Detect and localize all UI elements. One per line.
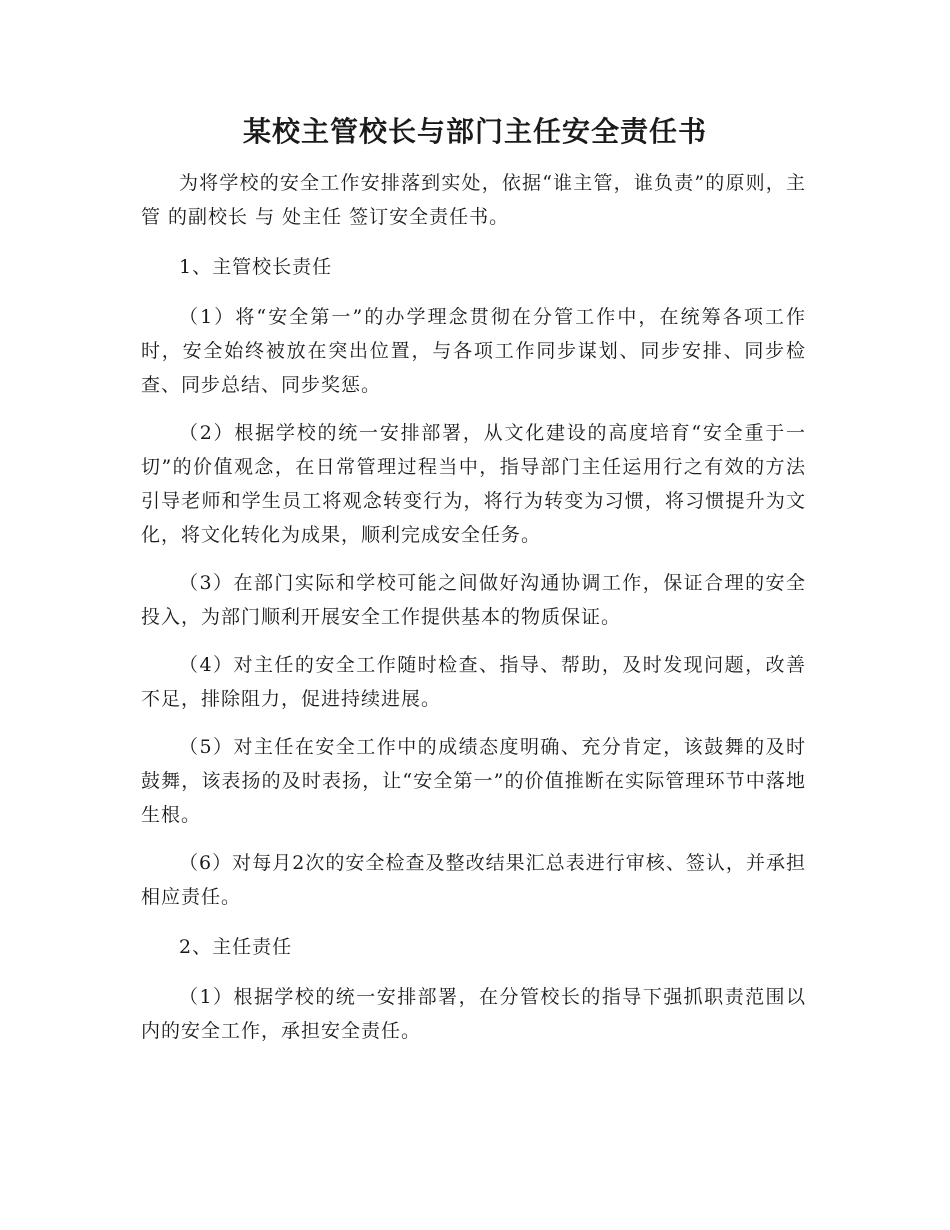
principal-duty-1: （1）将“安全第一”的办学理念贯彻在分管工作中，在统筹各项工作时，安全始终被放在突出位置，与各项工作同步谋划、同步安排、同步检查、同步总结、同步奖惩。 — [141, 306, 806, 396]
principal-duty-6: （6）对每月2次的安全检查及整改结果汇总表进行审核、签认，并承担相应责任。 — [141, 852, 806, 908]
principal-duty-3: （3）在部门实际和学校可能之间做好沟通协调工作，保证合理的安全投入，为部门顺利开展安全工作提供基本的物质保证。 — [141, 572, 806, 628]
document-title: 某校主管校长与部门主任安全责任书 — [242, 115, 707, 148]
principal-duty-5: （5）对主任在安全工作中的成绩态度明确、充分肯定，该鼓舞的及时鼓舞，该表扬的及时表扬，让“安全第一”的价值推断在实际管理环节中落地生根。 — [141, 736, 806, 826]
principal-duty-2: （2）根据学校的统一安排部署，从文化建设的高度培育“安全重于一切”的价值观念，在日常管理过程当中，指导部门主任运用行之有效的方法引导老师和学生员工将观念转变行为，将行为转变为习惯，将习惯提升为文化，将文化转化为成果，顺利完成安全任务。 — [141, 422, 806, 546]
director-duty-1: （1）根据学校的统一安排部署，在分管校长的指导下强抓职责范围以内的安全工作，承担安全责任。 — [141, 986, 806, 1042]
intro-paragraph: 为将学校的安全工作安排落到实处，依据“谁主管，谁负责”的原则，主管 的副校长 与 处主任 签订安全责任书。 — [141, 172, 806, 228]
section-heading-director: 2、主任责任 — [179, 936, 293, 958]
document-body — [141, 166, 806, 1048]
principal-duty-4: （4）对主任的安全工作随时检查、指导、帮助，及时发现问题，改善不足，排除阻力，促进持续进展。 — [141, 654, 806, 710]
section-heading-principal: 1、主管校长责任 — [179, 256, 333, 278]
